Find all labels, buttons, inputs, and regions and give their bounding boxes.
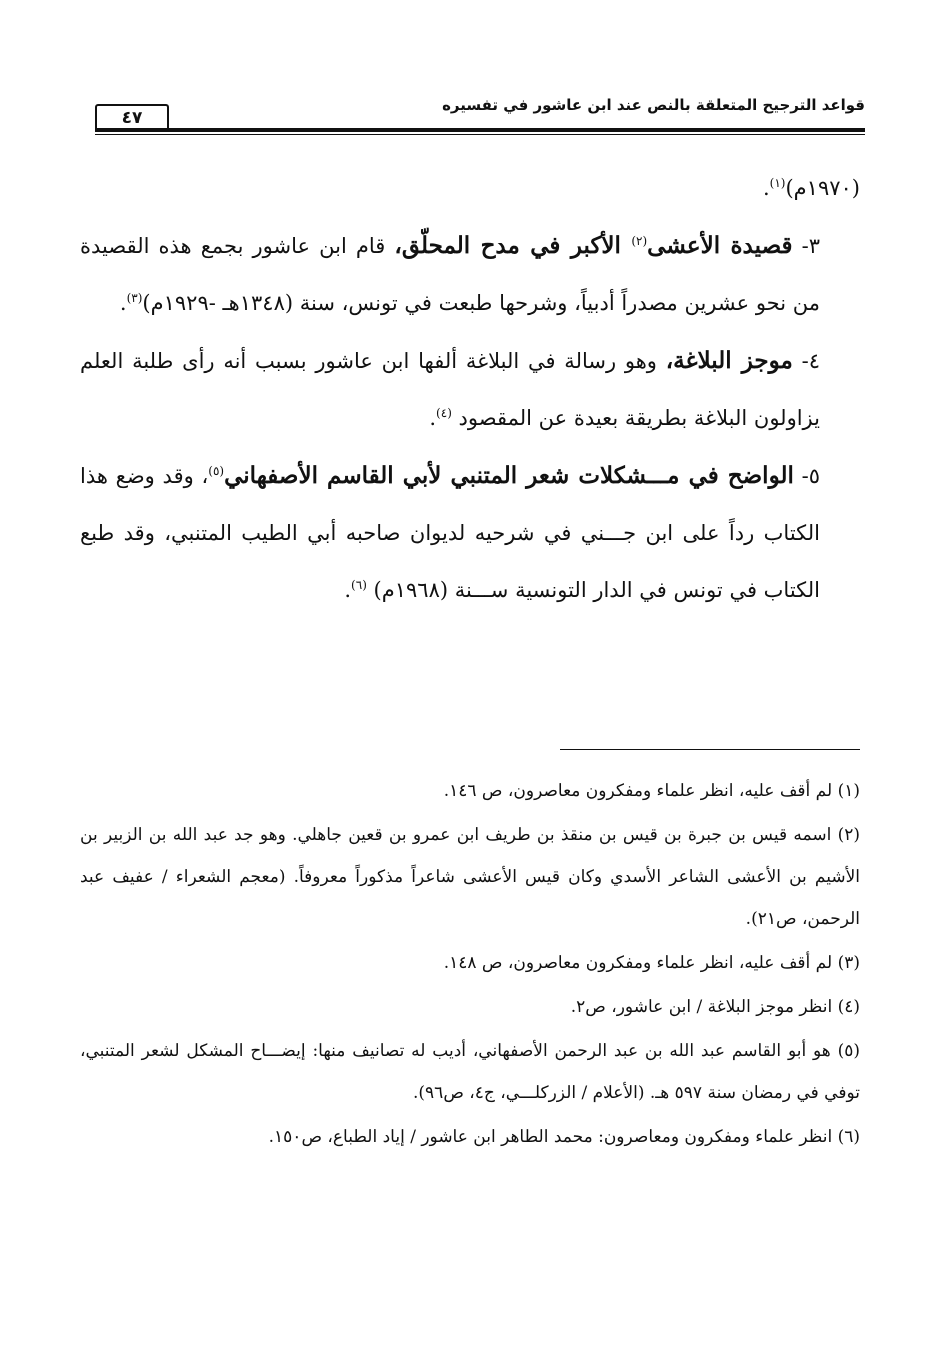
footnote-ref: (١): [769, 176, 786, 190]
list-item-4: [80, 332, 860, 447]
footnote-6: [80, 1116, 860, 1158]
footnote-text: لم أقف عليه، انظر علماء ومفكرون معاصرون، ص ١٤٦.: [443, 781, 838, 801]
header-rule-thin: [95, 134, 865, 135]
footnote-3: [80, 942, 860, 984]
item-end: .: [429, 406, 437, 430]
footnote-5: [80, 1030, 860, 1114]
paragraph-continuation: [80, 160, 860, 217]
item-title: الواضح في مـــشكلات شعر المتنبي لأبي القاسم الأصفهاني: [224, 462, 794, 489]
item-title: موجز البلاغة،: [665, 347, 793, 374]
footnote-separator: [560, 749, 860, 750]
item-text: وهو رسالة في البلاغة ألفها ابن عاشور بسبب أنه رأى طلبة العلم يزاولون البلاغة بطريقة بعيدة عن المقصود: [80, 349, 820, 430]
footnote-ref: (٣): [126, 291, 143, 305]
header-rule-thick: [95, 128, 865, 132]
item-text: ، وقد وضع هذا الكتاب رداً على ابن جـــني في شرحيه لديوان صاحبه أبي الطيب المتنبي، وقد طبع الكتاب في تونس في الدار التونسية ســـنة (١٩٦٨م): [80, 464, 820, 602]
list-item-5: [80, 447, 860, 619]
footnote-1: [80, 770, 860, 812]
footnote-2: [80, 814, 860, 940]
footnote-number: (٤): [837, 997, 860, 1017]
footnote-ref: (٥): [208, 464, 225, 478]
item-number: ٤-: [792, 349, 820, 373]
running-title: قواعد الترجيح المتعلقة بالنص عند ابن عاشور في تفسيره: [442, 96, 865, 114]
paragraph-text: (١٩٧٠م): [785, 176, 860, 200]
footnote-ref: (٢): [631, 234, 648, 248]
footnote-ref: (٦): [351, 578, 367, 592]
footnote-text: انظر علماء ومفكرون ومعاصرون: محمد الطاهر ابن عاشور / إياد الطباع، ص١٥٠.: [268, 1127, 838, 1147]
item-title-cont: الأكبر في مدح المحلّق،: [394, 232, 632, 259]
footnote-number: (٦): [837, 1127, 860, 1147]
page-number: ٤٧: [95, 104, 169, 130]
footnotes: [80, 770, 860, 1160]
footnote-number: (٣): [837, 953, 860, 973]
footnote-text: اسمه قيس بن جبرة بن قيس بن منقذ بن طريف ابن عمرو بن قعين جاهلي. وهو جد عبد الله بن الزبير بن الأشيم بن الأعشى الشاعر الأسدي وكان قيس الأعشى شاعراً مذكوراً معروفاً. (معجم الشعراء / عفيف عبد الرحمن، ص٢١).: [80, 825, 860, 929]
list-item-3: [80, 217, 860, 332]
footnote-number: (٥): [837, 1041, 860, 1061]
item-number: ٥-: [793, 464, 820, 488]
footnote-text: انظر موجز البلاغة / ابن عاشور، ص٢.: [570, 997, 838, 1017]
paragraph-end: .: [762, 176, 770, 200]
footnote-number: (٢): [837, 825, 860, 845]
item-text: قام ابن عاشور بجمع هذه القصيدة من نحو عشرين مصدراً أدبياً، وشرحها طبعت في تونس، سنة (١٣٤٨هـ -١٩٢٩م): [80, 234, 820, 315]
footnote-text: هو أبو القاسم عبد الله بن عبد الرحمن الأصفهاني، أديب له تصانيف منها: إيضـــاح المشكل لشعر المتنبي، توفي في رمضان سنة ٥٩٧ هـ. (الأعلام / الزركلـــي، ج٤، ص٩٦).: [80, 1041, 860, 1103]
footnote-number: (١): [837, 781, 860, 801]
item-end: .: [119, 291, 127, 315]
page-header: [95, 92, 865, 136]
footnote-4: [80, 986, 860, 1028]
item-end: .: [344, 578, 352, 602]
footnote-text: لم أقف عليه، انظر علماء ومفكرون معاصرون، ص ١٤٨.: [443, 953, 838, 973]
item-title: قصيدة الأعشى: [647, 232, 793, 259]
item-number: ٣-: [792, 234, 820, 258]
main-text: [80, 160, 860, 619]
footnote-ref: (٤): [436, 406, 452, 420]
